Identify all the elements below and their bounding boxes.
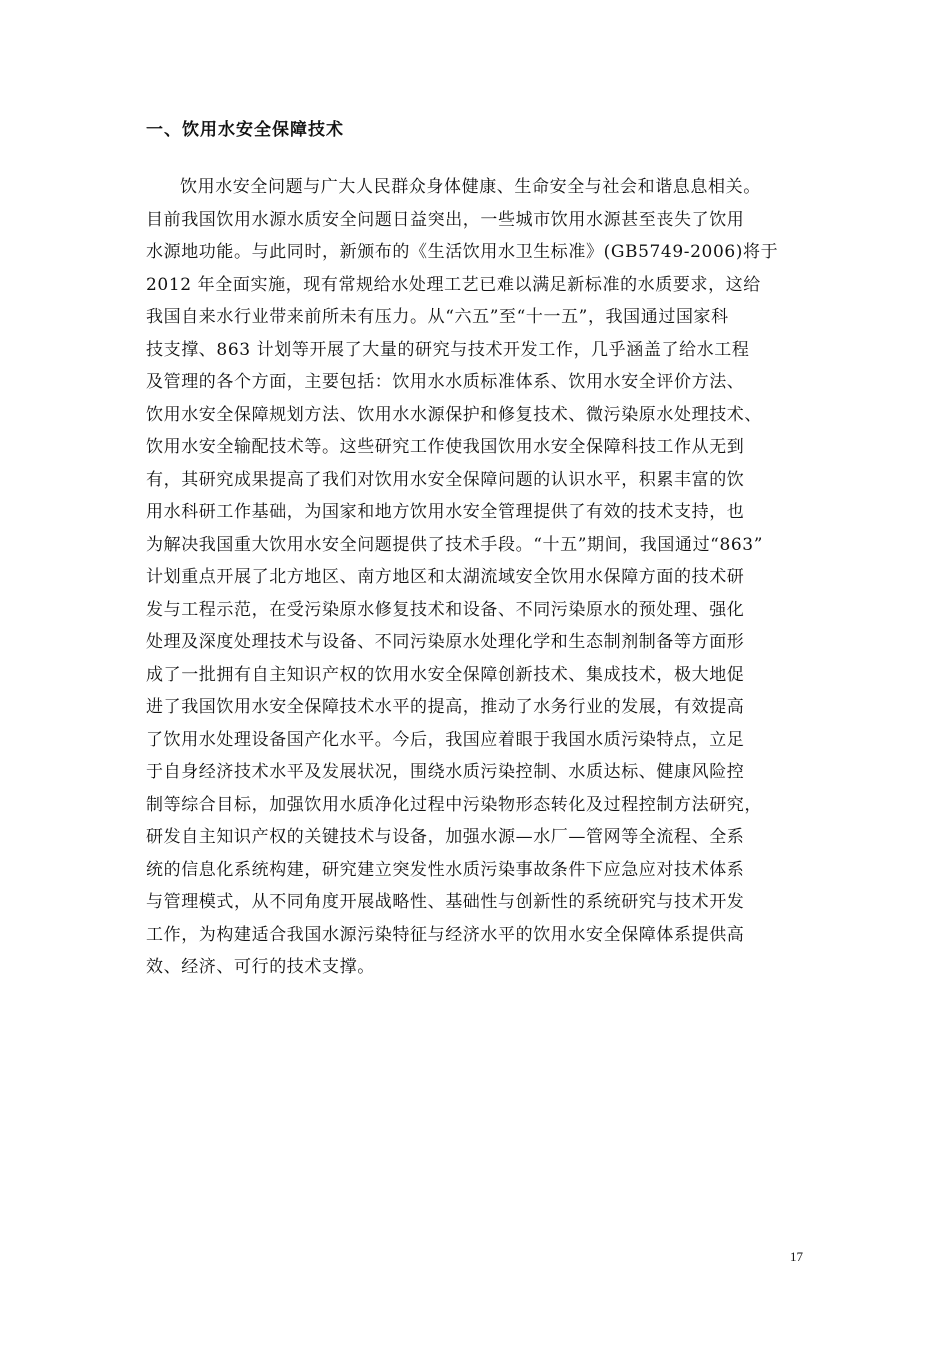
paragraph-line: 我国自来水行业带来前所未有压力。从“六五”至“十一五”，我国通过国家科 bbox=[146, 307, 729, 327]
page-number: 17 bbox=[790, 1249, 803, 1264]
body-paragraph bbox=[146, 171, 806, 984]
paragraph-line: 用水科研工作基础，为国家和地方饮用水安全管理提供了有效的技术支持，也 bbox=[146, 502, 745, 522]
paragraph-line: 水源地功能。与此同时，新颁布的《生活饮用水卫生标准》(GB5749-2006)将于 bbox=[146, 242, 779, 262]
paragraph-line: 工作，为构建适合我国水源污染特征与经济水平的饮用水安全保障体系提供高 bbox=[146, 924, 745, 945]
paragraph-line: 了饮用水处理设备国产化水平。今后，我国应着眼于我国水质污染特点，立足 bbox=[146, 729, 745, 750]
paragraph-line: 于自身经济技术水平及发展状况，围绕水质污染控制、水质达标、健康风险控 bbox=[146, 762, 745, 782]
paragraph-line: 发与工程示范，在受污染原水修复技术和设备、不同污染原水的预处理、强化 bbox=[146, 599, 745, 620]
paragraph-line: 统的信息化系统构建，研究建立突发性水质污染事故条件下应急应对技术体系 bbox=[146, 859, 745, 880]
paragraph-line: 效、经济、可行的技术支撑。 bbox=[146, 957, 375, 977]
paragraph-line: 制等综合目标，加强饮用水质净化过程中污染物形态转化及过程控制方法研究， bbox=[146, 794, 762, 815]
paragraph-line: 技支撑、863 计划等开展了大量的研究与技术开发工作，几乎涵盖了给水工程 bbox=[146, 339, 750, 360]
paragraph-line: 有，其研究成果提高了我们对饮用水安全保障问题的认识水平，积累丰富的饮 bbox=[146, 469, 745, 490]
paragraph-line: 饮用水安全保障规划方法、饮用水水源保护和修复技术、微污染原水处理技术、 bbox=[146, 404, 762, 425]
paragraph-line: 处理及深度处理技术与设备、不同污染原水处理化学和生态制剂制备等方面形 bbox=[146, 632, 745, 652]
paragraph-line: 研发自主知识产权的关键技术与设备，加强水源—水厂—管网等全流程、全系 bbox=[146, 827, 745, 847]
section-heading: 一、饮用水安全保障技术 bbox=[146, 120, 344, 140]
paragraph-line: 进了我国饮用水安全保障技术水平的提高，推动了水务行业的发展，有效提高 bbox=[146, 697, 745, 717]
paragraph-line: 饮用水安全输配技术等。这些研究工作使我国饮用水安全保障科技工作从无到 bbox=[146, 437, 745, 457]
paragraph-line: 与管理模式，从不同角度开展战略性、基础性与创新性的系统研究与技术开发 bbox=[146, 892, 745, 912]
paragraph-line: 饮用水安全问题与广大人民群众身体健康、生命安全与社会和谐息息相关。 bbox=[180, 177, 761, 197]
paragraph-line: 及管理的各个方面，主要包括：饮用水水质标准体系、饮用水安全评价方法、 bbox=[146, 372, 745, 392]
paragraph-line: 为解决我国重大饮用水安全问题提供了技术手段。“十五”期间，我国通过“863” bbox=[146, 534, 764, 555]
paragraph-line: 2012 年全面实施，现有常规给水处理工艺已难以满足新标准的水质要求，这给 bbox=[146, 274, 761, 295]
paragraph-line: 目前我国饮用水源水质安全问题日益突出，一些城市饮用水源甚至丧失了饮用 bbox=[146, 209, 745, 230]
paragraph-line: 成了一批拥有自主知识产权的饮用水安全保障创新技术、集成技术，极大地促 bbox=[146, 664, 745, 685]
paragraph-line: 计划重点开展了北方地区、南方地区和太湖流域安全饮用水保障方面的技术研 bbox=[146, 567, 745, 587]
